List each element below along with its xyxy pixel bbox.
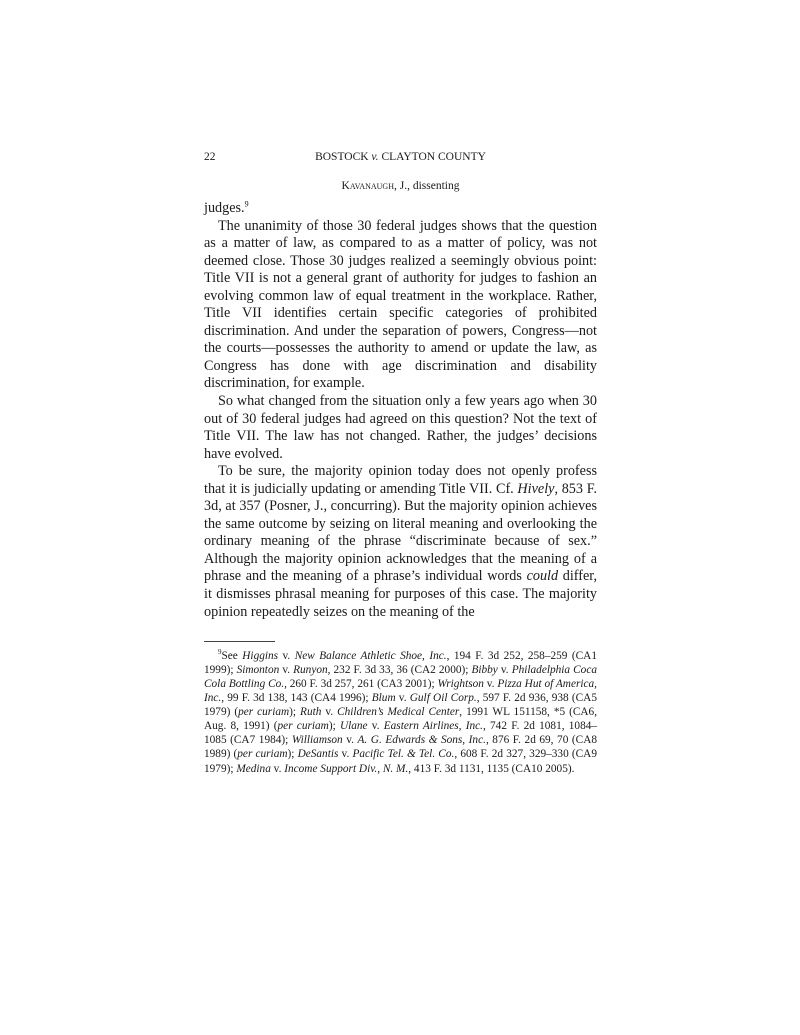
page-header (204, 148, 597, 166)
citation-text: , 413 F. 3d 1131, 1135 (CA10 2005). (408, 762, 575, 775)
citation-text: , 608 F. 2d 327, 329–330 (CA9 1979); (204, 748, 597, 775)
footnote-divider (204, 641, 275, 642)
citation-italic: Pizza Hut of America, Inc. (204, 678, 597, 705)
paragraph-text: judges. (204, 200, 245, 216)
paragraph: So what changed from the situation only a few years ago when 30 out of 30 federal judges had agreed on this question? Not the text of Title VII. The law has not changed. Rather, the judges’ decisions have evolved. (204, 393, 597, 462)
citation-text: , 597 F. 2d 936, 938 (CA5 1979) ( (204, 692, 597, 719)
citation-text: ); (289, 706, 301, 719)
paragraph (204, 463, 597, 621)
citation-text: ); (287, 748, 298, 761)
citation-italic: Higgins (242, 650, 279, 663)
footnote (204, 649, 597, 775)
citation-italic: Simonton (236, 664, 280, 677)
page-number: 22 (204, 151, 216, 163)
citation-italic: Runyon (293, 664, 328, 677)
citation-text: v. (367, 720, 384, 733)
citation-text: , 194 F. 3d 252, 258–259 (CA1 1999); (204, 650, 597, 677)
citation-italic: Williamson (291, 734, 343, 747)
citation-italic: A. G. Edwards & Sons, Inc. (357, 734, 486, 747)
paragraph: The unanimity of those 30 federal judges shows that the question as a matter of law, as compared to as a matter of policy, was not deemed close. Those 30 judges realized a seemingly obvious point: Title VII is not a general grant of authority for judges to fashion an evolving common law of equal treatment in the workplace. Rather, Title VII identifies certain specific categories of prohibited discrimination. And under the separation of powers, Congress—not the courts—possesses the authority to amend or update the law, as Congress has done with age discrimination and disability discrimination, for example. (204, 217, 597, 392)
citation-text: v. (321, 706, 338, 719)
citation-text: See (221, 650, 243, 663)
citation-text: v. (279, 664, 294, 677)
paragraph-text: To be sure, the majority opinion today does not openly profess that it is judicially updating or amending Title VII. Cf. (204, 463, 597, 497)
citation-italic: Blum (371, 692, 396, 705)
citation-italic: Children’s Medical Center (337, 706, 460, 719)
citation-italic: Wrightson (437, 678, 484, 691)
citation-text: , 232 F. 3d 33, 36 (CA2 2000); (327, 664, 472, 677)
citation-italic: Philadelphia Coca Cola Bottling Co. (204, 664, 597, 691)
citation-italic: Ulane (339, 720, 368, 733)
citation-text: , 260 F. 3d 257, 261 (CA3 2001); (284, 678, 438, 691)
emphasis-word: could (526, 568, 559, 585)
citation-italic: DeSantis (297, 748, 339, 761)
opinion-body (204, 200, 597, 621)
citation-text: , 742 F. 2d 1081, 1084–1085 (CA7 1984); (204, 720, 598, 747)
opinion-author-line (204, 178, 597, 194)
citation-text: , 1991 WL 151158, *5 (CA6, Aug. 8, 1991) ( (204, 706, 598, 733)
citation-italic: Gulf Oil Corp. (409, 692, 477, 705)
citation-italic: Medina (236, 762, 271, 775)
citation-text: , 876 F. 2d 69, 70 (CA8 1989) ( (204, 734, 598, 761)
paragraph-text: differ, it dismisses phrasal meaning for purposes of this case. The majority opinion repeatedly seizes on the meaning of the (204, 568, 597, 620)
citation-italic: Bibby (471, 664, 498, 677)
footnote-reference: 9 (244, 199, 249, 209)
citation-italic: Eastern Airlines, Inc. (383, 720, 483, 733)
case-name-right: CLAYTON COUNTY (381, 151, 486, 163)
author-suffix: , J., dissenting (393, 180, 460, 192)
case-versus: v. (371, 151, 379, 163)
citation-italic: Income Support Div., N. M. (284, 762, 409, 775)
citation-text: v. (395, 692, 410, 705)
paragraph-continuation (204, 200, 597, 218)
citation-text: v. (338, 748, 353, 761)
footnote-number: 9 (218, 648, 222, 657)
opinion-page (204, 148, 597, 776)
citation-text: , 99 F. 3d 138, 143 (CA4 1996); (221, 692, 372, 705)
citation-text: ); (328, 720, 340, 733)
author-name: Kavanaugh (341, 180, 394, 192)
citation-italic: per curiam (238, 706, 290, 719)
citation-italic: per curiam (277, 720, 329, 733)
case-name-left: BOSTOCK (315, 151, 369, 163)
paragraph-text: , 853 F. 3d, at 357 (Posner, J., concurring). But the majority opinion achieves the same outcome by seizing on literal meaning and overlooking the ordinary meaning of the phrase “discriminate because of sex.” Although the majority opinion acknowledges that the meaning of a phrase and the meaning of a phrase’s individual words (204, 480, 597, 585)
citation-italic: per curiam (237, 748, 288, 761)
citation-text: v. (497, 664, 512, 677)
running-head (204, 148, 597, 166)
citation-italic: Ruth (300, 706, 322, 719)
case-citation: Hively (517, 480, 555, 497)
citation-text: v. (483, 678, 498, 691)
citation-italic: New Balance Athletic Shoe, Inc. (294, 650, 447, 663)
citation-text: v. (270, 762, 285, 775)
citation-text: v. (342, 734, 358, 747)
citation-text: v. (278, 650, 295, 663)
citation-italic: Pacific Tel. & Tel. Co. (352, 748, 455, 761)
